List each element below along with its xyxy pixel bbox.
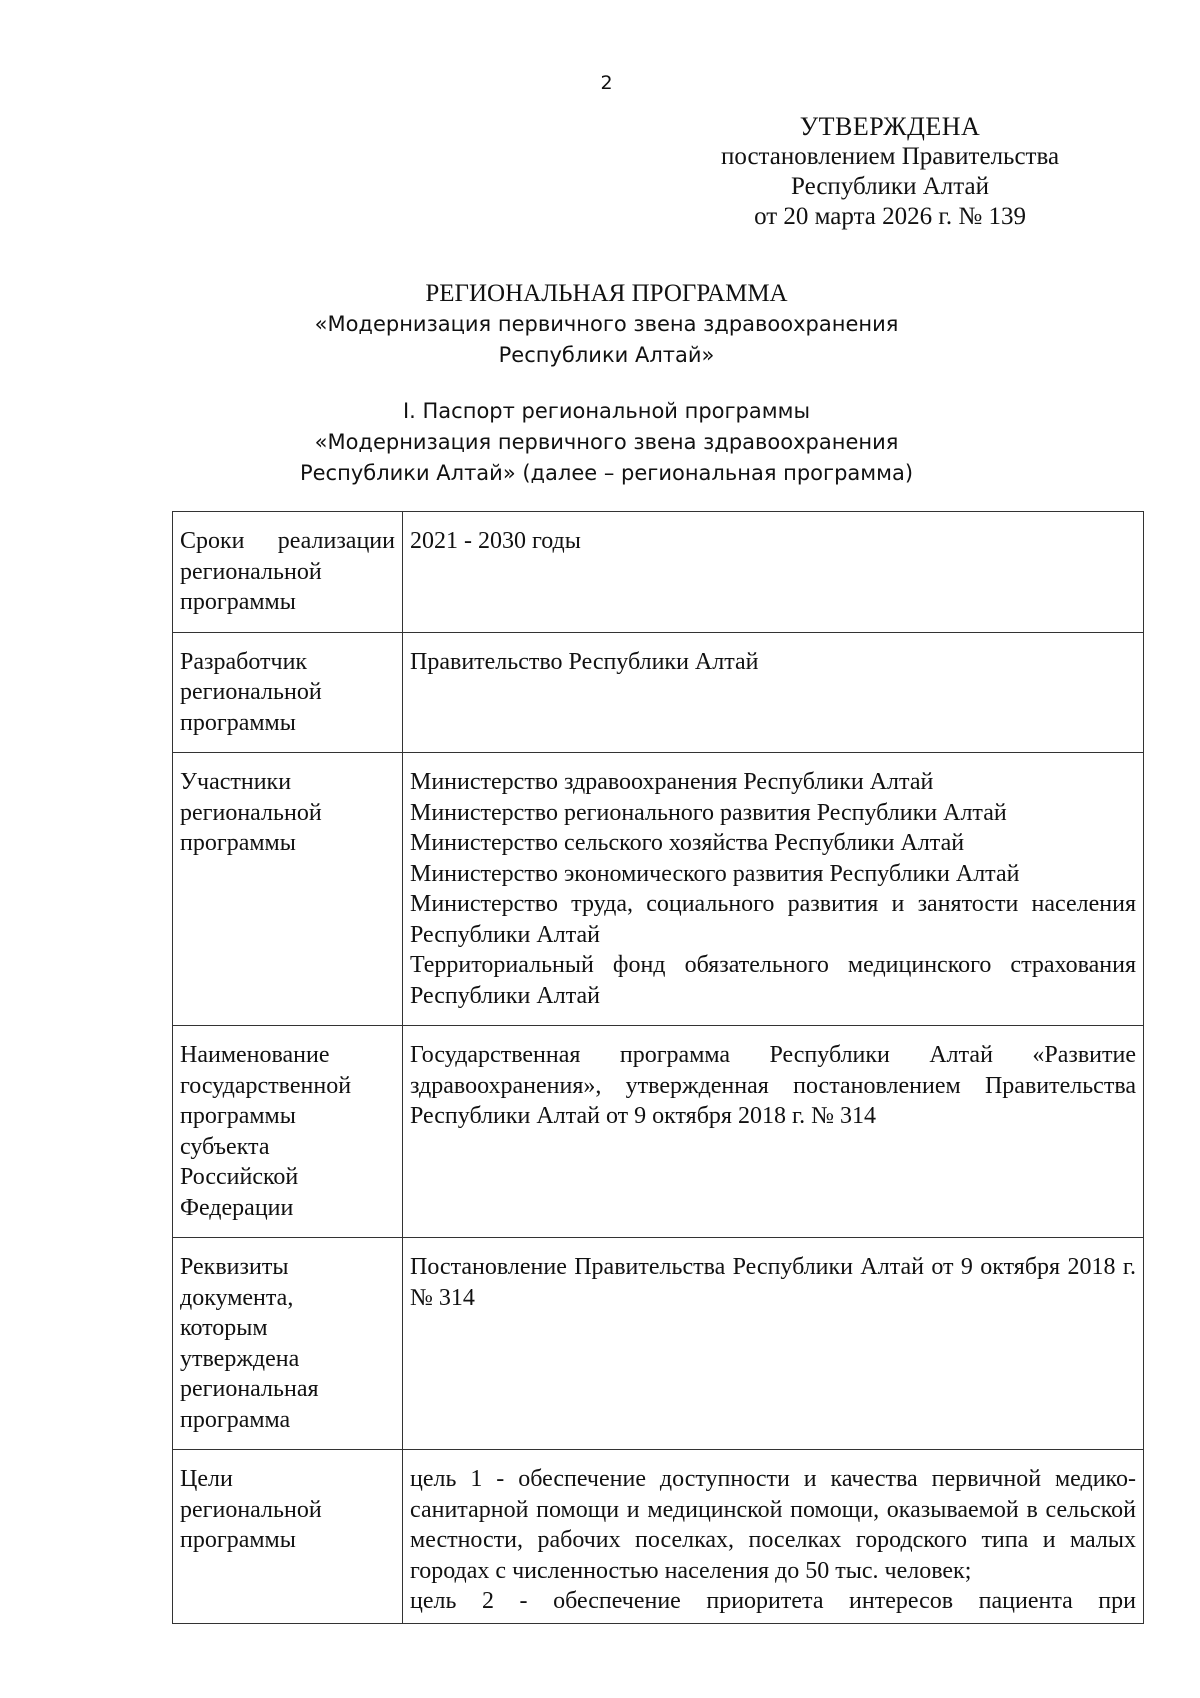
table-row <box>173 1450 1144 1624</box>
label-line: региональной <box>180 1496 322 1523</box>
label-line: Российской <box>180 1164 299 1190</box>
row-value: 2021 - 2030 годы <box>403 512 1144 633</box>
participant-item: Министерство экономического развития Республики Алтай <box>410 860 1020 887</box>
page-number: 2 <box>600 72 613 94</box>
section-title: I. Паспорт региональной программы <box>402 399 811 423</box>
participant-item: Министерство регионального развития Республики Алтай <box>410 799 1007 826</box>
approval-stamp <box>680 112 1100 232</box>
label-line: утверждена <box>180 1345 300 1372</box>
table-row <box>173 512 1144 633</box>
title-subheading: «Модернизация первичного звена здравоохранения <box>314 312 899 336</box>
label-line: Участники <box>180 769 292 795</box>
label-line: Цели <box>180 1466 233 1492</box>
label-line: Сроки реализации <box>180 528 395 554</box>
label-line: документа, <box>180 1284 294 1311</box>
table-row <box>173 1238 1144 1450</box>
row-label <box>173 1026 403 1238</box>
participant-item: Министерство сельского хозяйства Республики Алтай <box>410 830 965 856</box>
label-line: Федерации <box>180 1194 294 1221</box>
row-label <box>173 512 403 633</box>
row-label <box>173 632 403 753</box>
table-row <box>173 632 1144 753</box>
label-line: государственной <box>180 1072 352 1099</box>
label-line: региональной <box>180 799 322 826</box>
participant-item: Территориальный фонд обязательного медицинского страхования Республики Алтай <box>410 952 1136 1009</box>
goal-item: цель 1 - обеспечение доступности и качества первичной медико-санитарной помощи и медицинской помощи, оказываемой в сельской местности, рабочих поселках, поселках городского типа и малых городах с численностью населения до 50 тыс. человек; <box>410 1466 1136 1584</box>
label-line: Наименование <box>180 1042 330 1068</box>
title-subheading: Республики Алтай» <box>498 343 715 367</box>
row-value: Правительство Республики Алтай <box>403 632 1144 753</box>
label-line: программы <box>180 709 296 736</box>
row-value <box>403 753 1144 1026</box>
passport-table <box>172 511 1144 1624</box>
row-label <box>173 1450 403 1624</box>
participant-item: Министерство труда, социального развития и занятости населения Республики Алтай <box>410 891 1136 948</box>
title-heading: РЕГИОНАЛЬНАЯ ПРОГРАММА <box>425 280 788 307</box>
approval-date: от 20 марта 2026 г. № 139 <box>754 203 1026 230</box>
label-line: программы <box>180 830 296 856</box>
label-line: субъекта <box>180 1133 270 1160</box>
row-value: Постановление Правительства Республики Алтай от 9 октября 2018 г. № 314 <box>403 1238 1144 1450</box>
label-line: Реквизиты <box>180 1254 289 1280</box>
row-value: Государственная программа Республики Алтай «Развитие здравоохранения», утвержденная постановлением Правительства Республики Алтай от 9 октября 2018 г. № 314 <box>403 1026 1144 1238</box>
label-line: которым <box>180 1315 268 1341</box>
label-line: Разработчик <box>180 648 308 675</box>
approval-line: постановлением Правительства <box>720 143 1060 170</box>
label-line: региональная <box>180 1376 319 1402</box>
table-row <box>173 1026 1144 1238</box>
label-line: программа <box>180 1406 291 1433</box>
section-heading <box>0 396 1200 489</box>
document-title <box>0 278 1200 371</box>
label-line: региональной <box>180 558 322 585</box>
approval-line: Республики Алтай <box>791 173 989 200</box>
section-title: «Модернизация первичного звена здравоохранения <box>314 430 899 454</box>
approval-heading: УТВЕРЖДЕНА <box>799 112 981 141</box>
table-row <box>173 753 1144 1026</box>
row-label <box>173 753 403 1026</box>
goal-item: цель 2 - обеспечение приоритета интересов пациента при <box>410 1588 1136 1614</box>
label-line: программы <box>180 589 296 615</box>
section-title: Республики Алтай» (далее – региональная программа) <box>299 461 914 485</box>
label-line: программы <box>180 1527 296 1553</box>
label-line: региональной <box>180 679 322 705</box>
row-label <box>173 1238 403 1450</box>
row-value <box>403 1450 1144 1624</box>
label-line: программы <box>180 1103 296 1129</box>
participant-item: Министерство здравоохранения Республики Алтай <box>410 769 934 795</box>
